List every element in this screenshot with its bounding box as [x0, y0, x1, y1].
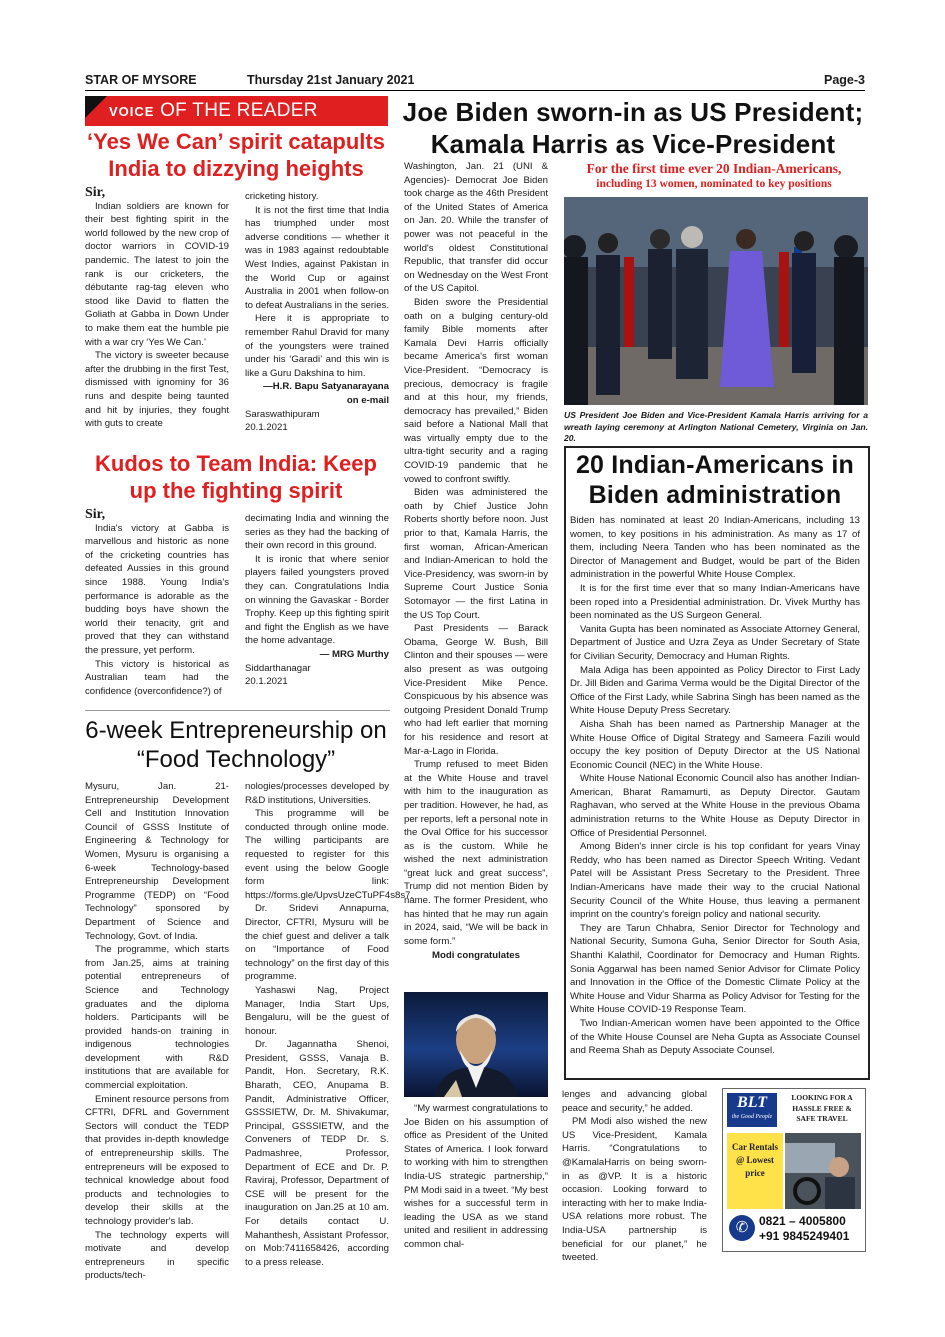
paragraph: Trump refused to meet Biden at the White House and travel with him to the inauguration as per tradition. However, he had, as per reports, left a personal note in the Oval Office for his successor as is the custom. While he wished the next administration “great luck and great success”, Trump did not mention Biden by name. The former President, who has hinted that he may run again in 2024, said, “We will be back in some form.” [404, 759, 548, 947]
voice-of-reader-banner [85, 96, 388, 126]
letter1-col1 [85, 186, 229, 431]
paragraph: White House National Economic Council also has another Indian-American, Bharat Ramamurti, as Deputy Director. Gautam Raghavan, who served at the White House in the previous Obama administration returns to the White House as Deputy Director in Office of Presidential Personnel. [570, 773, 860, 839]
paragraph: Two Indian-American women have been appointed to the Office of the White House Counsel are Neha Gupta as Associate Counsel and Reema Shah as Deputy Associate Counsel. [570, 1017, 860, 1057]
ad-tagline: LOOKING FOR A HASSLE FREE & SAFE TRAVEL [791, 1093, 853, 1123]
paragraph: nologies/processes developed by R&D institutions, Universities. [245, 781, 389, 806]
page-number: Page-3 [824, 73, 865, 87]
modi-continuation-col [562, 1088, 707, 1265]
paragraph: Dr. Jagannatha Shenoi, President, GSSS, Vanaja B. Pandit, Hon. Secretary, R.K. Bharath, CEO, Anupama B. Pandit, Administrative Officer, GSSSIETW, Dr. M. Shivakumar, Principal, GSSSIETW, and the Conveners of TEDP Dr. S. Padmashree, Professor, Department of ECE and Dr. P. Raviraj, Professor, Department of CSE will be present for the inauguration on Jan.25 at 10 am. For details contact U. Mahanthesh, Assistant Professor, on Mob:7411658426, according to a press release. [245, 1039, 389, 1268]
headline-line1: Joe Biden sworn-in as US President; [402, 97, 864, 127]
paragraph: Dr. Sridevi Annapurna, Director, CFTRI, Mysuru will be the chief guest and deliver a talk on “Importance of Food technology” on the first day of this programme. [245, 903, 389, 983]
voice-word: VOICE [109, 104, 155, 119]
paragraph: They are Tarun Chhabra, Senior Director for Technology and National Security, Sumona Guha, Senior Director for South Asia, Shanthi Kalathil, Coordinator for Democracy and Human Rights. Sonia Aggarwal has been named Senior Advisor for Climate Policy and Innovation in the Office of the Domestic Climate Policy at the White House and Vidur Sharma as Policy Advisor for Testing for the White House COVID-19 Response Team. [570, 922, 860, 1016]
modi-col [404, 1102, 548, 1252]
paragraph: It is for the first time ever that so many Indian-Americans have been roped into a Presidential administration. Dr. Vivek Murthy has been nominated as the US Surgeon General. [570, 582, 860, 622]
letter2-col2 [245, 512, 389, 689]
paragraph: Eminent resource persons from CFTRI, DFRL and Government Sectors will conduct the TEDP that provides in-depth knowledge of entrepreneurship skills. The entrepreneurs will be exposed to technical knowledge about food products and technologies to develop their skills at the technology provider's lab. [85, 1093, 229, 1227]
modi-photo [404, 992, 548, 1097]
paragraph: The technology experts will motivate and develop entrepreneurs in specific products/tech- [85, 1229, 229, 1282]
paragraph: “My warmest congratulations to Joe Biden on his assumption of office as President of the United States of America. I look forward to working with him to strengthen India-US strategic partnership,” PM Modi said in a tweet. “My best wishes for a successful term in leading the USA as we stand united and resilient in addressing common chal- [404, 1103, 548, 1250]
modi-heading: Modi congratulates [432, 950, 520, 962]
letter2-title: Kudos to Team India: Keep up the fighting spirit [95, 451, 377, 503]
ad-phone-1: 0821 – 4005800 [759, 1214, 846, 1228]
paragraph: Washington, Jan. 21 (UNI & Agencies)- Democrat Joe Biden took charge as the 46th President of the United States of America on Jan. 20. While the transfer of power was not peaceful in the world's oldest Constitutional Republic, that transfer did occur on Wednesday on the West Front of the US Capitol. [404, 161, 548, 295]
paragraph: Here it is appropriate to remember Rahul Dravid for many of the youngsters were trained under his ‘Garadi’ and this win is like a Guru Dakshina to him. [245, 313, 389, 379]
ad-phone-2: +91 9845249401 [759, 1229, 850, 1243]
ad-offer: Car Rentals @ Lowest price [727, 1133, 783, 1209]
modi-portrait-icon [404, 992, 548, 1097]
letter1-date: 20.1.2021 [245, 422, 288, 434]
entrepreneurship-title: 6-week Entrepreneurship on “Food Technology” [85, 717, 387, 773]
ad-logo [727, 1093, 777, 1127]
letter1-place: Saraswathipuram [245, 408, 320, 420]
ad-logo-text: BLT [737, 1094, 767, 1111]
paragraph: Among Biden's inner circle is his top confidant for years Vinay Reddy, who has been named as Director Speech Writing. Vedant Patel will be Assistant Press Secretary to the President. Three Indian-Americans have made their way to the crucial National Security Council of the White House, thus leaving a permanent imprint on the country's foreign policy and national security. [570, 841, 860, 921]
masthead [85, 70, 865, 91]
paragraph: Yashaswi Nag, Project Manager, India Start Ups, Bengaluru, will be the guest of honour. [245, 984, 389, 1037]
paragraph: Aisha Shah has been named as Partnership Manager at the White House Office of Digital Strategy and Sameera Fazili would occupy the key position of Deputy Director at the US National Economic Council (NEC) in the White House. [570, 718, 860, 771]
paragraph: This programme will be conducted through online mode. The willing participants are requested to register for this event using the below Google form link: https://forms.gle/UpvsUzeCTuPF4s8s7. [245, 808, 414, 901]
biden-subtitle [560, 160, 868, 192]
paragraph: The victory is sweeter because after the drubbing in the first Test, dismissed with ignominy for 36 runs and despite being taunted and hit by injuries, they fought with guts to create [85, 350, 229, 430]
subtitle-line1: For the first time ever 20 Indian-Americans, [586, 161, 842, 176]
paragraph: decimating India and winning the series as they had the backing of their own record in this ground. [245, 513, 389, 552]
letter2-col1 [85, 508, 229, 698]
biden-headline [398, 96, 868, 160]
paragraph: Indian soldiers are known for their best fighting spirit in the world followed by the new crop of doctor warriors in COVID-19 pandemic. The latest to join the rank is our cricketers, the débutante rag-tag eleven who stood like David to flatten the Goliath at Gabba in Down Under to make them eat the humble pie with a war cry ‘Yes We Can.’ [85, 200, 229, 348]
paragraph: Biden swore the Presidential oath on a bulging century-old family Bible moments after Kamala Devi Harris officially became America's first woman Vice-President. “Democracy is precious, democracy is fragile and at this hour, my friends, democracy has prevailed,” Biden said before a National Mall that was virtually empty due to the ultra-tight security and a raging COVID-19 pandemic that he vowed to confront swiftly. [404, 296, 548, 485]
paragraph: lenges and advancing global peace and security,” he added. [562, 1089, 707, 1114]
paragraph: It is not the first time that India has triumphed under most adverse conditions — whether it was in 1983 against redoubtable West Indies, against Pakistan in the World Cup or against Australia in 2001 when follow-on to defeat Australians in the series. [245, 204, 389, 311]
paragraph: The programme, which starts from Jan.25, aims at training potential entrepreneurs of Science and Technology graduates and the diploma holders. Participants will be provided hands-on training in indigenous technologies development with R&D institutions that are available for commercial exploitation. [85, 944, 229, 1092]
paragraph: It is ironic that where senior players failed youngsters proved they can. Congratulations India on winning the Gavaskar - Border Trophy. Keep up this fighting spirit and fight the English as we have the home advantage. [245, 553, 389, 647]
letter2-salutation: Sir, [85, 507, 106, 522]
paragraph: Biden has nominated at least 20 Indian-Americans, including 13 women, to key positions in his administration. As many as 17 of them, including Neera Tanden who has been nominated as the Director of Management and Budget, would be part of the Biden administration in the powerful White House Complex. [570, 515, 860, 581]
reader-words: OF THE READER [160, 100, 318, 121]
indian-americans-title: 20 Indian-Americans in Biden administration [575, 451, 855, 509]
entrepreneurship-col1 [85, 780, 229, 1283]
inauguration-photo-icon [564, 197, 868, 405]
photo-caption: US President Joe Biden and Vice-President Kamala Harris arriving for a wreath laying ceremony at Arlington National Cemetery, Virginia on Jan. 20. [564, 410, 868, 443]
subtitle-line2: including 13 women, nominated to key positions [596, 178, 832, 190]
banner-corner-icon [85, 96, 107, 118]
paragraph: cricketing history. [245, 191, 319, 202]
letter1-signature-note: on e-mail [346, 394, 389, 406]
entrepreneurship-col2 [245, 780, 414, 1269]
paragraph: India's victory at Gabba is marvellous and historic as none of the cricketing countries has defeated Aussies in this ground since 1988. Young India's performance is adorable as the budding boys have shown the world their tenacity, grit and proved that they can withstand the pressure, yet perform. [85, 522, 229, 656]
letter1-title: ‘Yes We Can’ spirit catapults India to dizzying heights [87, 129, 385, 181]
headline-line2: Kamala Harris as Vice-President [430, 129, 836, 159]
ad-logo-sub: the Good People [731, 1114, 773, 1120]
paragraph: Biden was administered the oath by Chief Justice John Roberts shortly before noon. Just prior to that, Kamala Harris, the first woman, African-American and Indian-American to hold the Vice-Presidency, was sworn-in by Supreme Court Justice Sonia Sotomayor — the first Latina in the US Top Court. [404, 487, 548, 621]
car-interior-icon [785, 1133, 861, 1209]
letter1-signature: —H.R. Bapu Satyanarayana [263, 381, 389, 393]
biden-harris-photo [564, 197, 868, 405]
letter2-place: Siddarthanagar [245, 662, 311, 674]
paragraph: Past Presidents — Barack Obama, George W. Bush, Bill Clinton and their spouses — were also present as was outgoing Vice-President Mike Pence. Conspicuous by his absence was outgoing President Donald Trump who had left earlier that morning for his residence and resort at Mar-a-Lago in Florida. [404, 623, 548, 757]
phone-icon: ✆ [729, 1215, 755, 1241]
ad-phones [759, 1214, 863, 1244]
letter1-col2 [245, 190, 389, 435]
paragraph: Vanita Gupta has been nominated as Associate Attorney General, Department of Justice and Uzra Zeya as Under Secretary of State for Civilian Security, Democracy and Human Rights. [570, 623, 860, 662]
letter2-signature: — MRG Murthy [319, 648, 389, 660]
paragraph: PM Modi also wished the new US Vice-President, Kamala Harris. “Congratulations to @KamalaHarris on being sworn-in as @VP. It is a historic occasion. Looking forward to interacting with her to make India-USA relations more robust. The India-USA partnership is beneficial for our planet,” he tweeted. [562, 1116, 707, 1264]
paragraph: Mysuru, Jan. 21- Entrepreneurship Development Cell and Institution Innovation Council of GSSS Institute of Engineering & Technology for Women, Mysuru is organising a 6-week Technology-based Entrepreneurship Development Programme (TEDP) on “Food Technology” sponsored by Department of Science and Technology, Govt. of India. [85, 781, 229, 942]
divider [85, 710, 390, 711]
letter2-date: 20.1.2021 [245, 676, 288, 688]
issue-date: Thursday 21st January 2021 [247, 73, 415, 87]
paragraph: This victory is historical as Australian team had the confidence (overconfidence?) of [85, 658, 229, 697]
ad-car-photo [785, 1133, 861, 1209]
paper-name: STAR OF MYSORE [85, 73, 197, 87]
car-rental-ad [722, 1088, 866, 1252]
indian-americans-body [570, 514, 860, 1058]
letter1-salutation: Sir, [85, 185, 106, 200]
paragraph: Mala Adiga has been appointed as Policy Director to First Lady Dr. Jill Biden and Garima Verma would be the Digital Director of the Office of the First Lady, while Sabrina Singh has been named as the White House Deputy Press Secretary. [570, 664, 860, 717]
biden-col [404, 160, 548, 963]
